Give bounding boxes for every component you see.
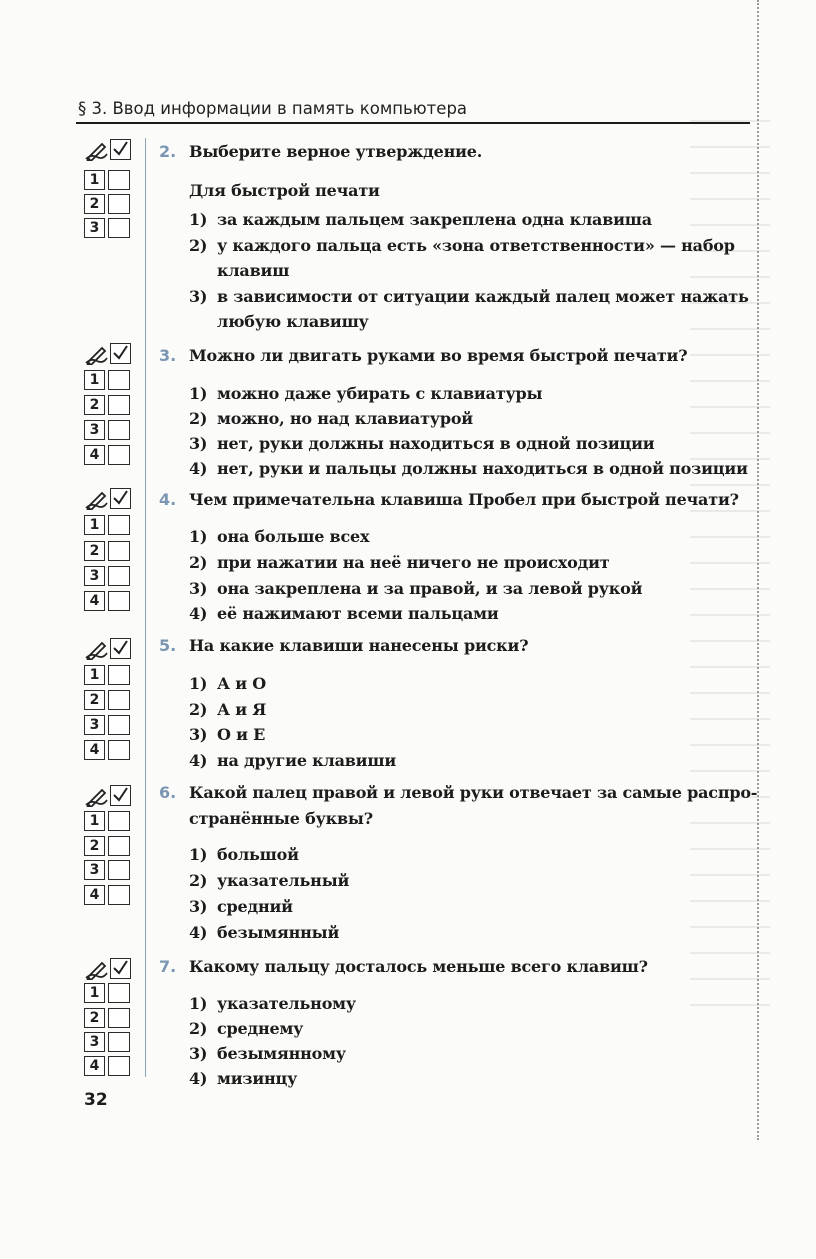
answer-option: [189, 406, 473, 431]
option-text: нет, руки и пальцы должны находиться в одной позиции: [217, 459, 748, 478]
answer-box[interactable]: [108, 1056, 130, 1076]
answer-option: [189, 671, 266, 696]
option-text: её нажимают всеми пальцами: [217, 604, 499, 623]
option-number-box: 4: [84, 885, 105, 905]
answer-box[interactable]: [108, 515, 130, 535]
option-text: А и Я: [217, 700, 267, 719]
question-number: 3.: [159, 346, 177, 365]
option-number: 2): [189, 409, 208, 428]
option-number-box: 3: [84, 566, 105, 586]
checkmark-icon: [110, 343, 131, 364]
option-text: мизинцу: [217, 1069, 298, 1088]
answer-option: [189, 233, 735, 258]
checkmark-icon: [110, 488, 131, 509]
option-number-box: 1: [84, 811, 105, 831]
option-number: 3): [189, 1044, 208, 1063]
answer-option: [189, 456, 748, 481]
option-text: при нажатии на неё ничего не происходит: [217, 553, 610, 572]
question-text: Выберите верное утверждение.: [189, 142, 483, 161]
answer-box[interactable]: [108, 1008, 130, 1028]
answer-option: [189, 1066, 297, 1091]
question-text: Какой палец правой и левой руки отвечает за самые распро-: [189, 783, 758, 802]
answer-option: [189, 868, 349, 893]
answer-option: [189, 920, 339, 945]
answer-box[interactable]: [108, 370, 130, 390]
answer-box[interactable]: [108, 860, 130, 880]
option-text: безымянному: [217, 1044, 346, 1063]
question-intro: Для быстрой печати: [189, 181, 380, 200]
question-text: Какому пальцу досталось меньше всего клавиш?: [189, 957, 648, 976]
pencil-icon: [85, 490, 109, 510]
option-number: 1): [189, 674, 208, 693]
option-text: у каждого пальца есть «зона ответственности» — набор: [217, 236, 735, 255]
question-text: Чем примечательна клавиша Пробел при быстрой печати?: [189, 490, 739, 509]
option-text: она больше всех: [217, 527, 370, 546]
pencil-icon: [85, 141, 109, 161]
checkmark-icon: [110, 139, 131, 160]
answer-option: [189, 207, 652, 232]
option-text: можно, но над клавиатурой: [217, 409, 473, 428]
question-number: 4.: [159, 490, 177, 509]
checkmark-icon: [110, 638, 131, 659]
answer-box[interactable]: [108, 715, 130, 735]
answer-option: [189, 381, 542, 406]
option-number-box: 2: [84, 194, 105, 214]
option-number: 1): [189, 527, 208, 546]
option-number: 1): [189, 210, 208, 229]
answer-option: [189, 748, 396, 773]
option-number: 2): [189, 236, 208, 255]
option-number-box: 4: [84, 445, 105, 465]
question-number: 7.: [159, 957, 177, 976]
option-number: 4): [189, 1069, 208, 1088]
option-number-box: 4: [84, 591, 105, 611]
option-number-box: 2: [84, 690, 105, 710]
answer-box[interactable]: [108, 591, 130, 611]
option-number-box: 1: [84, 170, 105, 190]
option-text: среднему: [217, 1019, 304, 1038]
option-number-box: 4: [84, 1056, 105, 1076]
answer-option: [189, 697, 266, 722]
question-number: 2.: [159, 142, 177, 161]
answer-option: [189, 601, 499, 626]
option-number: 3): [189, 287, 208, 306]
section-title: § 3. Ввод информации в память компьютера: [78, 99, 468, 118]
option-number-box: 3: [84, 860, 105, 880]
option-number-box: 4: [84, 740, 105, 760]
option-number-box: 1: [84, 515, 105, 535]
option-text: любую клавишу: [217, 312, 369, 331]
pencil-icon: [85, 640, 109, 660]
page-cut-line: [757, 0, 759, 1140]
answer-box[interactable]: [108, 811, 130, 831]
answer-option: [189, 894, 293, 919]
option-number-box: 3: [84, 420, 105, 440]
answer-box[interactable]: [108, 836, 130, 856]
option-number: 3): [189, 897, 208, 916]
answer-option: [189, 431, 654, 456]
option-text: за каждым пальцем закреплена одна клавиша: [217, 210, 652, 229]
answer-option: [217, 309, 369, 334]
option-number-box: 3: [84, 1032, 105, 1052]
option-text: она закреплена и за правой, и за левой рукой: [217, 579, 643, 598]
answer-option: [189, 1041, 346, 1066]
section-header: [76, 96, 750, 124]
option-text: в зависимости от ситуации каждый палец может нажать: [217, 287, 749, 306]
option-number-box: 1: [84, 370, 105, 390]
answer-option: [189, 576, 642, 601]
option-number: 1): [189, 384, 208, 403]
answer-box[interactable]: [108, 1032, 130, 1052]
pencil-icon: [85, 787, 109, 807]
option-text: можно даже убирать с клавиатуры: [217, 384, 543, 403]
answer-box[interactable]: [108, 566, 130, 586]
checkmark-icon: [110, 785, 131, 806]
page-number: 32: [84, 1090, 108, 1110]
answer-box[interactable]: [108, 395, 130, 415]
checkmark-icon: [110, 958, 131, 979]
option-number-box: 2: [84, 395, 105, 415]
option-number-box: 3: [84, 715, 105, 735]
margin-rule: [145, 138, 146, 1077]
answer-box[interactable]: [108, 690, 130, 710]
option-number-box: 2: [84, 836, 105, 856]
option-number-box: 1: [84, 983, 105, 1003]
option-text: клавиш: [217, 261, 290, 280]
answer-box[interactable]: [108, 740, 130, 760]
answer-option: [189, 1016, 303, 1041]
answer-box[interactable]: [108, 983, 130, 1003]
pencil-icon: [85, 345, 109, 365]
option-number: 1): [189, 994, 208, 1013]
option-number: 3): [189, 434, 208, 453]
option-text: большой: [217, 845, 299, 864]
option-number: 4): [189, 923, 208, 942]
option-text: А и О: [217, 674, 266, 693]
option-number: 2): [189, 553, 208, 572]
question-text: На какие клавиши нанесены риски?: [189, 636, 529, 655]
question-number: 5.: [159, 636, 177, 655]
option-number: 2): [189, 871, 208, 890]
answer-box[interactable]: [108, 420, 130, 440]
option-number: 1): [189, 845, 208, 864]
question-text: Можно ли двигать руками во время быстрой печати?: [189, 346, 688, 365]
option-number-box: 2: [84, 541, 105, 561]
question-text-continued: странённые буквы?: [189, 809, 373, 828]
answer-option: [189, 524, 369, 549]
option-text: нет, руки должны находиться в одной позиции: [217, 434, 655, 453]
answer-box[interactable]: [108, 170, 130, 190]
option-number-box: 1: [84, 665, 105, 685]
option-number: 3): [189, 579, 208, 598]
option-text: на другие клавиши: [217, 751, 397, 770]
option-number: 4): [189, 751, 208, 770]
option-text: средний: [217, 897, 293, 916]
answer-box[interactable]: [108, 218, 130, 238]
option-number: 3): [189, 725, 208, 744]
option-number: 2): [189, 700, 208, 719]
answer-box[interactable]: [108, 541, 130, 561]
answer-option: [189, 991, 356, 1016]
answer-box[interactable]: [108, 665, 130, 685]
option-number-box: 2: [84, 1008, 105, 1028]
answer-option: [189, 550, 609, 575]
answer-box[interactable]: [108, 445, 130, 465]
option-text: безымянный: [217, 923, 340, 942]
answer-option: [217, 258, 289, 283]
answer-box[interactable]: [108, 885, 130, 905]
option-number: 4): [189, 459, 208, 478]
option-number: 4): [189, 604, 208, 623]
question-number: 6.: [159, 783, 177, 802]
option-number-box: 3: [84, 218, 105, 238]
pencil-icon: [85, 960, 109, 980]
answer-option: [189, 842, 299, 867]
answer-option: [189, 284, 749, 309]
option-number: 2): [189, 1019, 208, 1038]
answer-option: [189, 722, 265, 747]
option-text: О и Е: [217, 725, 266, 744]
option-text: указательному: [217, 994, 356, 1013]
answer-box[interactable]: [108, 194, 130, 214]
option-text: указательный: [217, 871, 350, 890]
